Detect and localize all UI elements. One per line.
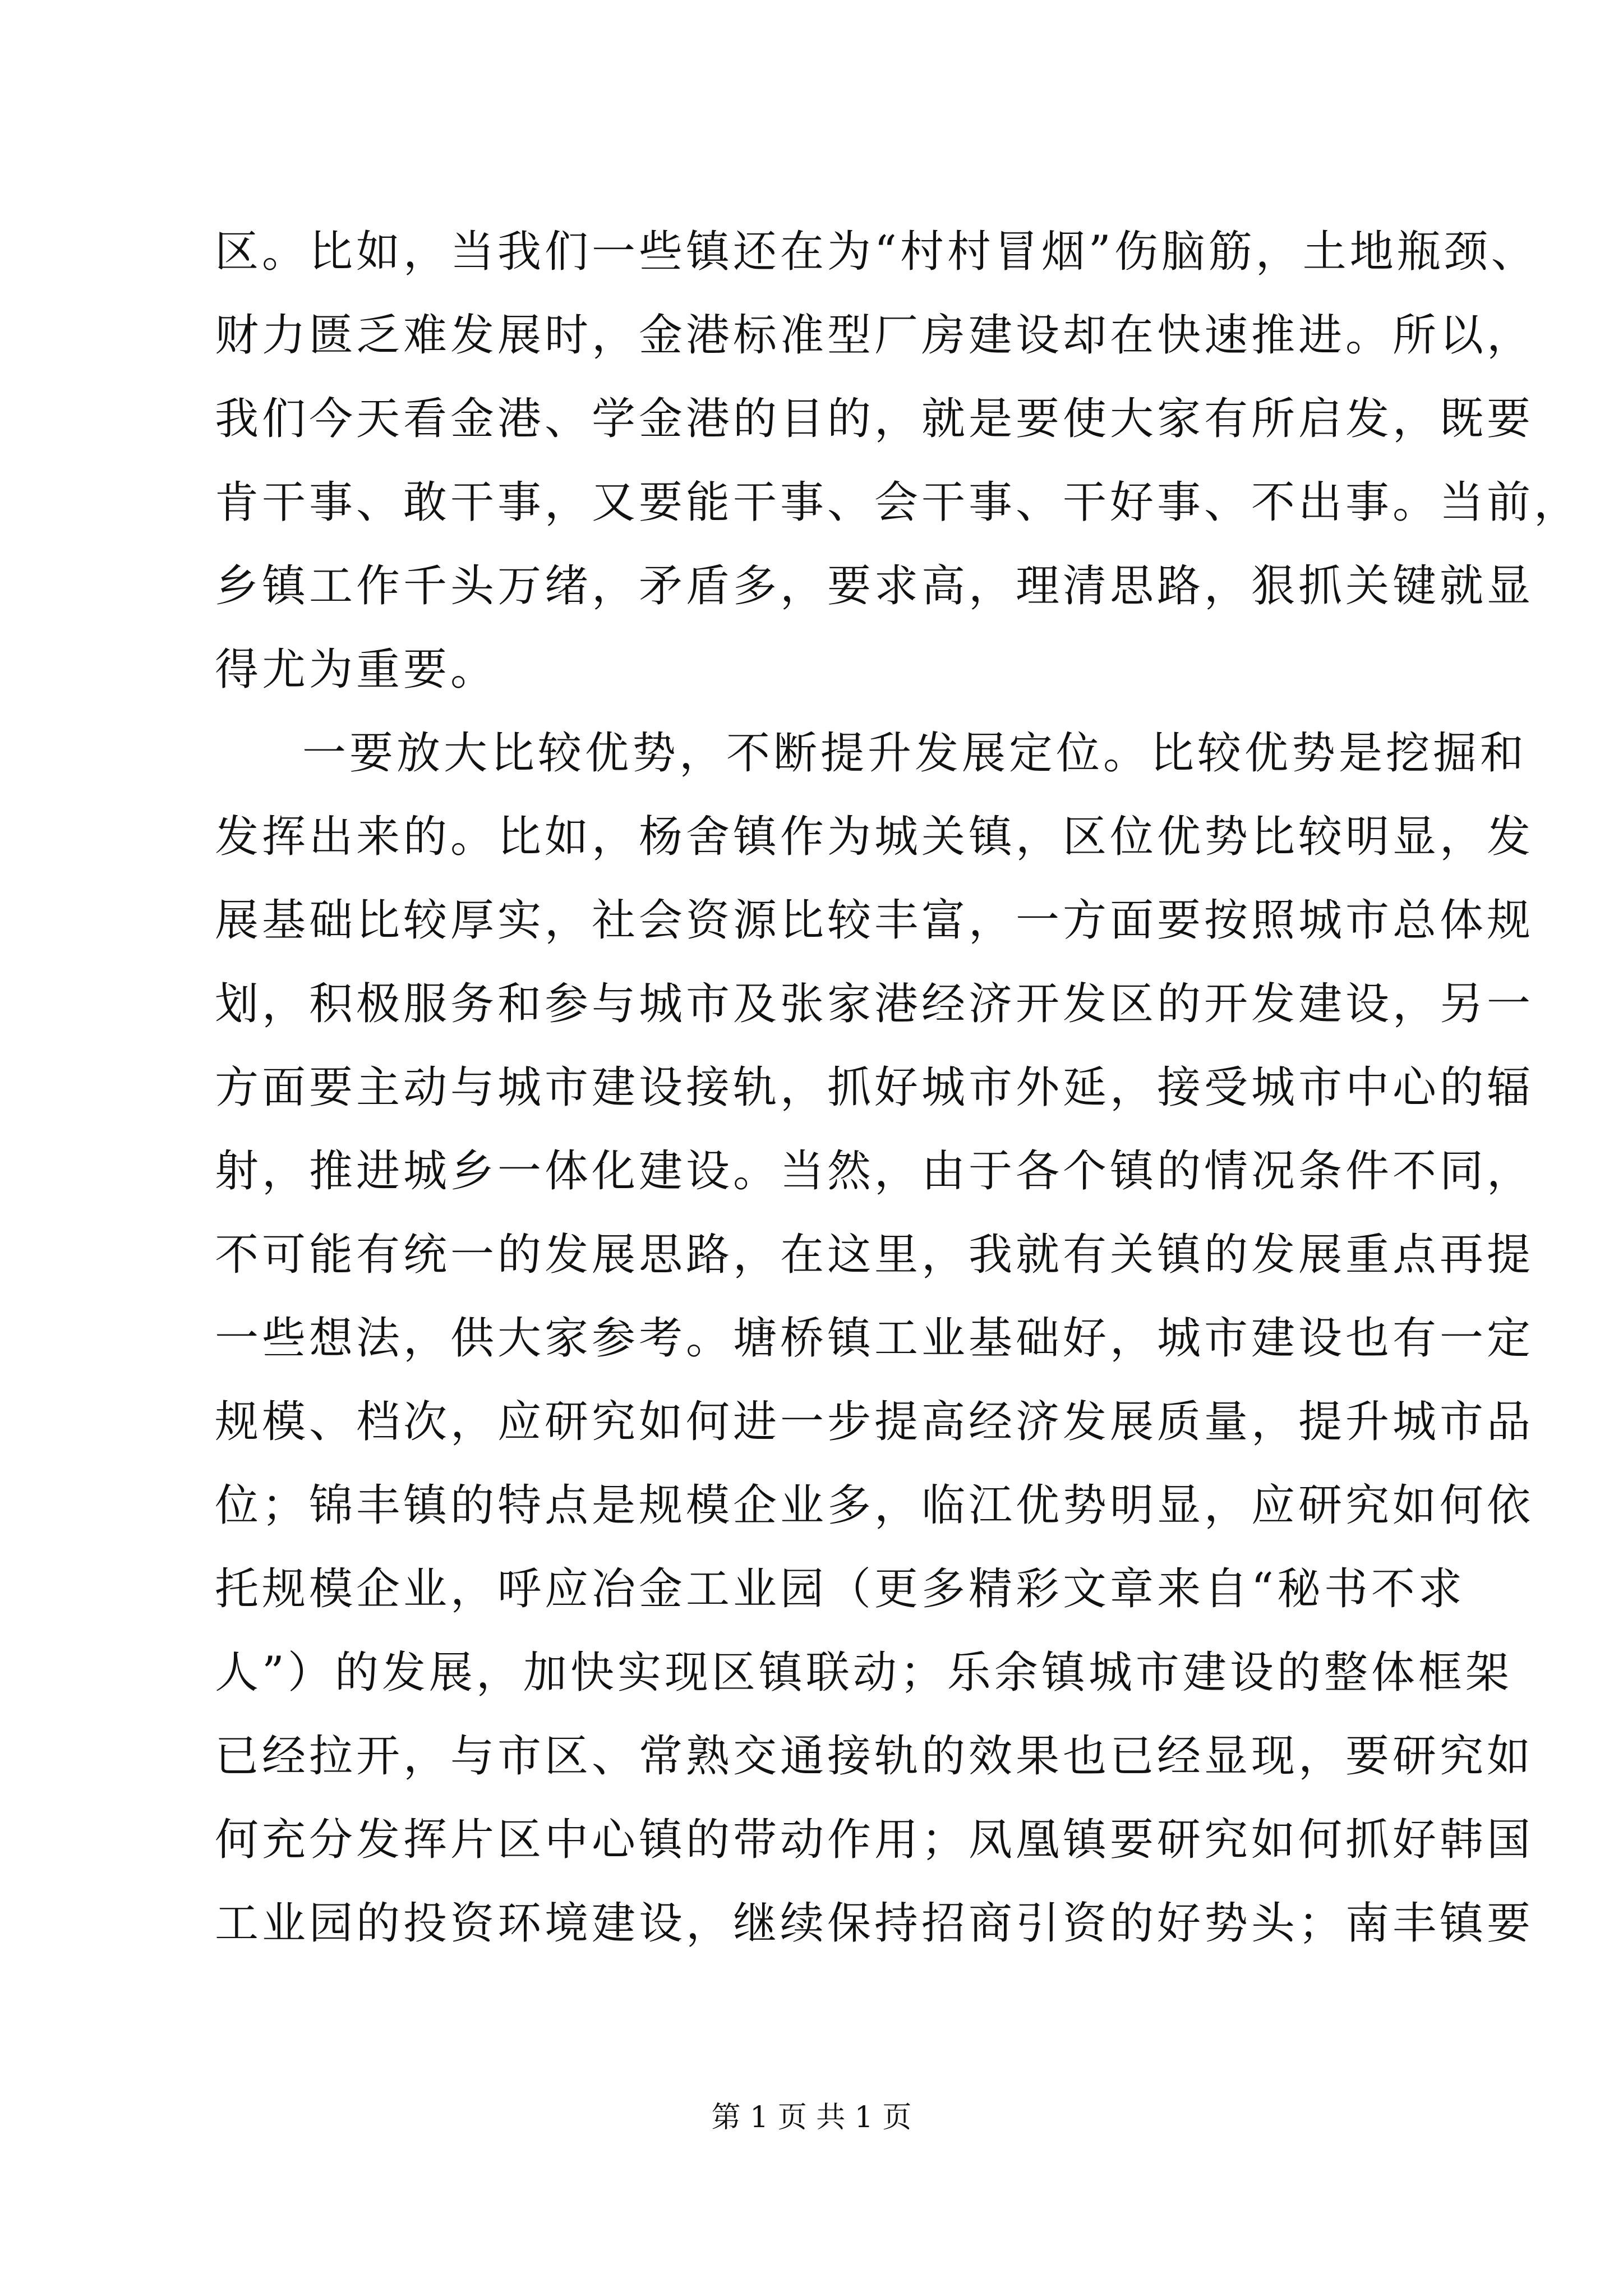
paragraph-line: 展基础比较厚实，社会资源比较丰富，一方面要按照城市总体规	[215, 895, 1534, 946]
paragraph-line: 肯干事、敢干事，又要能干事、会干事、干好事、不出事。当前，	[215, 477, 1581, 528]
paragraph-line: 射，推进城乡一体化建设。当然，由于各个镇的情况条件不同，	[215, 1146, 1534, 1197]
paragraph-line: 财力匮乏难发展时，金港标准型厂房建设却在快速推进。所以，	[215, 310, 1534, 361]
paragraph-line: 已经拉开，与市区、常熟交通接轨的效果也已经显现，要研究如	[215, 1731, 1534, 1782]
paragraph-line: 工业园的投资环境建设，继续保持招商引资的好势头；南丰镇要	[215, 1898, 1534, 1949]
paragraph-line: 我们今天看金港、学金港的目的，就是要使大家有所启发，既要	[215, 394, 1534, 444]
paragraph-line: 位；锦丰镇的特点是规模企业多，临江优势明显，应研究如何依	[215, 1480, 1534, 1531]
document-body	[215, 210, 1581, 1966]
paragraph	[215, 712, 1534, 1966]
paragraph-line: 方面要主动与城市建设接轨，抓好城市外延，接受城市中心的辐	[215, 1062, 1534, 1113]
paragraph-line: 得尤为重要。	[215, 645, 498, 695]
paragraph-line: 区。比如，当我们一些镇还在为“村村冒烟”伤脑筋，土地瓶颈、	[215, 227, 1538, 277]
paragraph-line: 划，积极服务和参与城市及张家港经济开发区的开发建设，另一	[215, 979, 1534, 1029]
paragraph-line: 乡镇工作千头万绪，矛盾多，要求高，理清思路，狠抓关键就显	[215, 561, 1534, 611]
paragraph	[215, 210, 1581, 712]
paragraph-line: 一要放大比较优势，不断提升发展定位。比较优势是挖掘和	[302, 728, 1528, 779]
paragraph-line: 人”）的发展，加快实现区镇联动；乐余镇城市建设的整体框架	[215, 1648, 1513, 1698]
paragraph-line: 发挥出来的。比如，杨舍镇作为城关镇，区位优势比较明显，发	[215, 812, 1534, 862]
paragraph-line: 一些想法，供大家参考。塘桥镇工业基础好，城市建设也有一定	[215, 1313, 1534, 1364]
paragraph-line: 托规模企业，呼应冶金工业园（更多精彩文章来自“秘书不求	[215, 1564, 1465, 1614]
paragraph-line: 不可能有统一的发展思路，在这里，我就有关镇的发展重点再提	[215, 1230, 1534, 1280]
paragraph-line: 何充分发挥片区中心镇的带动作用；凤凰镇要研究如何抓好韩国	[215, 1815, 1534, 1865]
page-footer: 第 1 页 共 1 页	[711, 2101, 912, 2134]
paragraph-line: 规模、档次，应研究如何进一步提高经济发展质量，提升城市品	[215, 1397, 1534, 1447]
